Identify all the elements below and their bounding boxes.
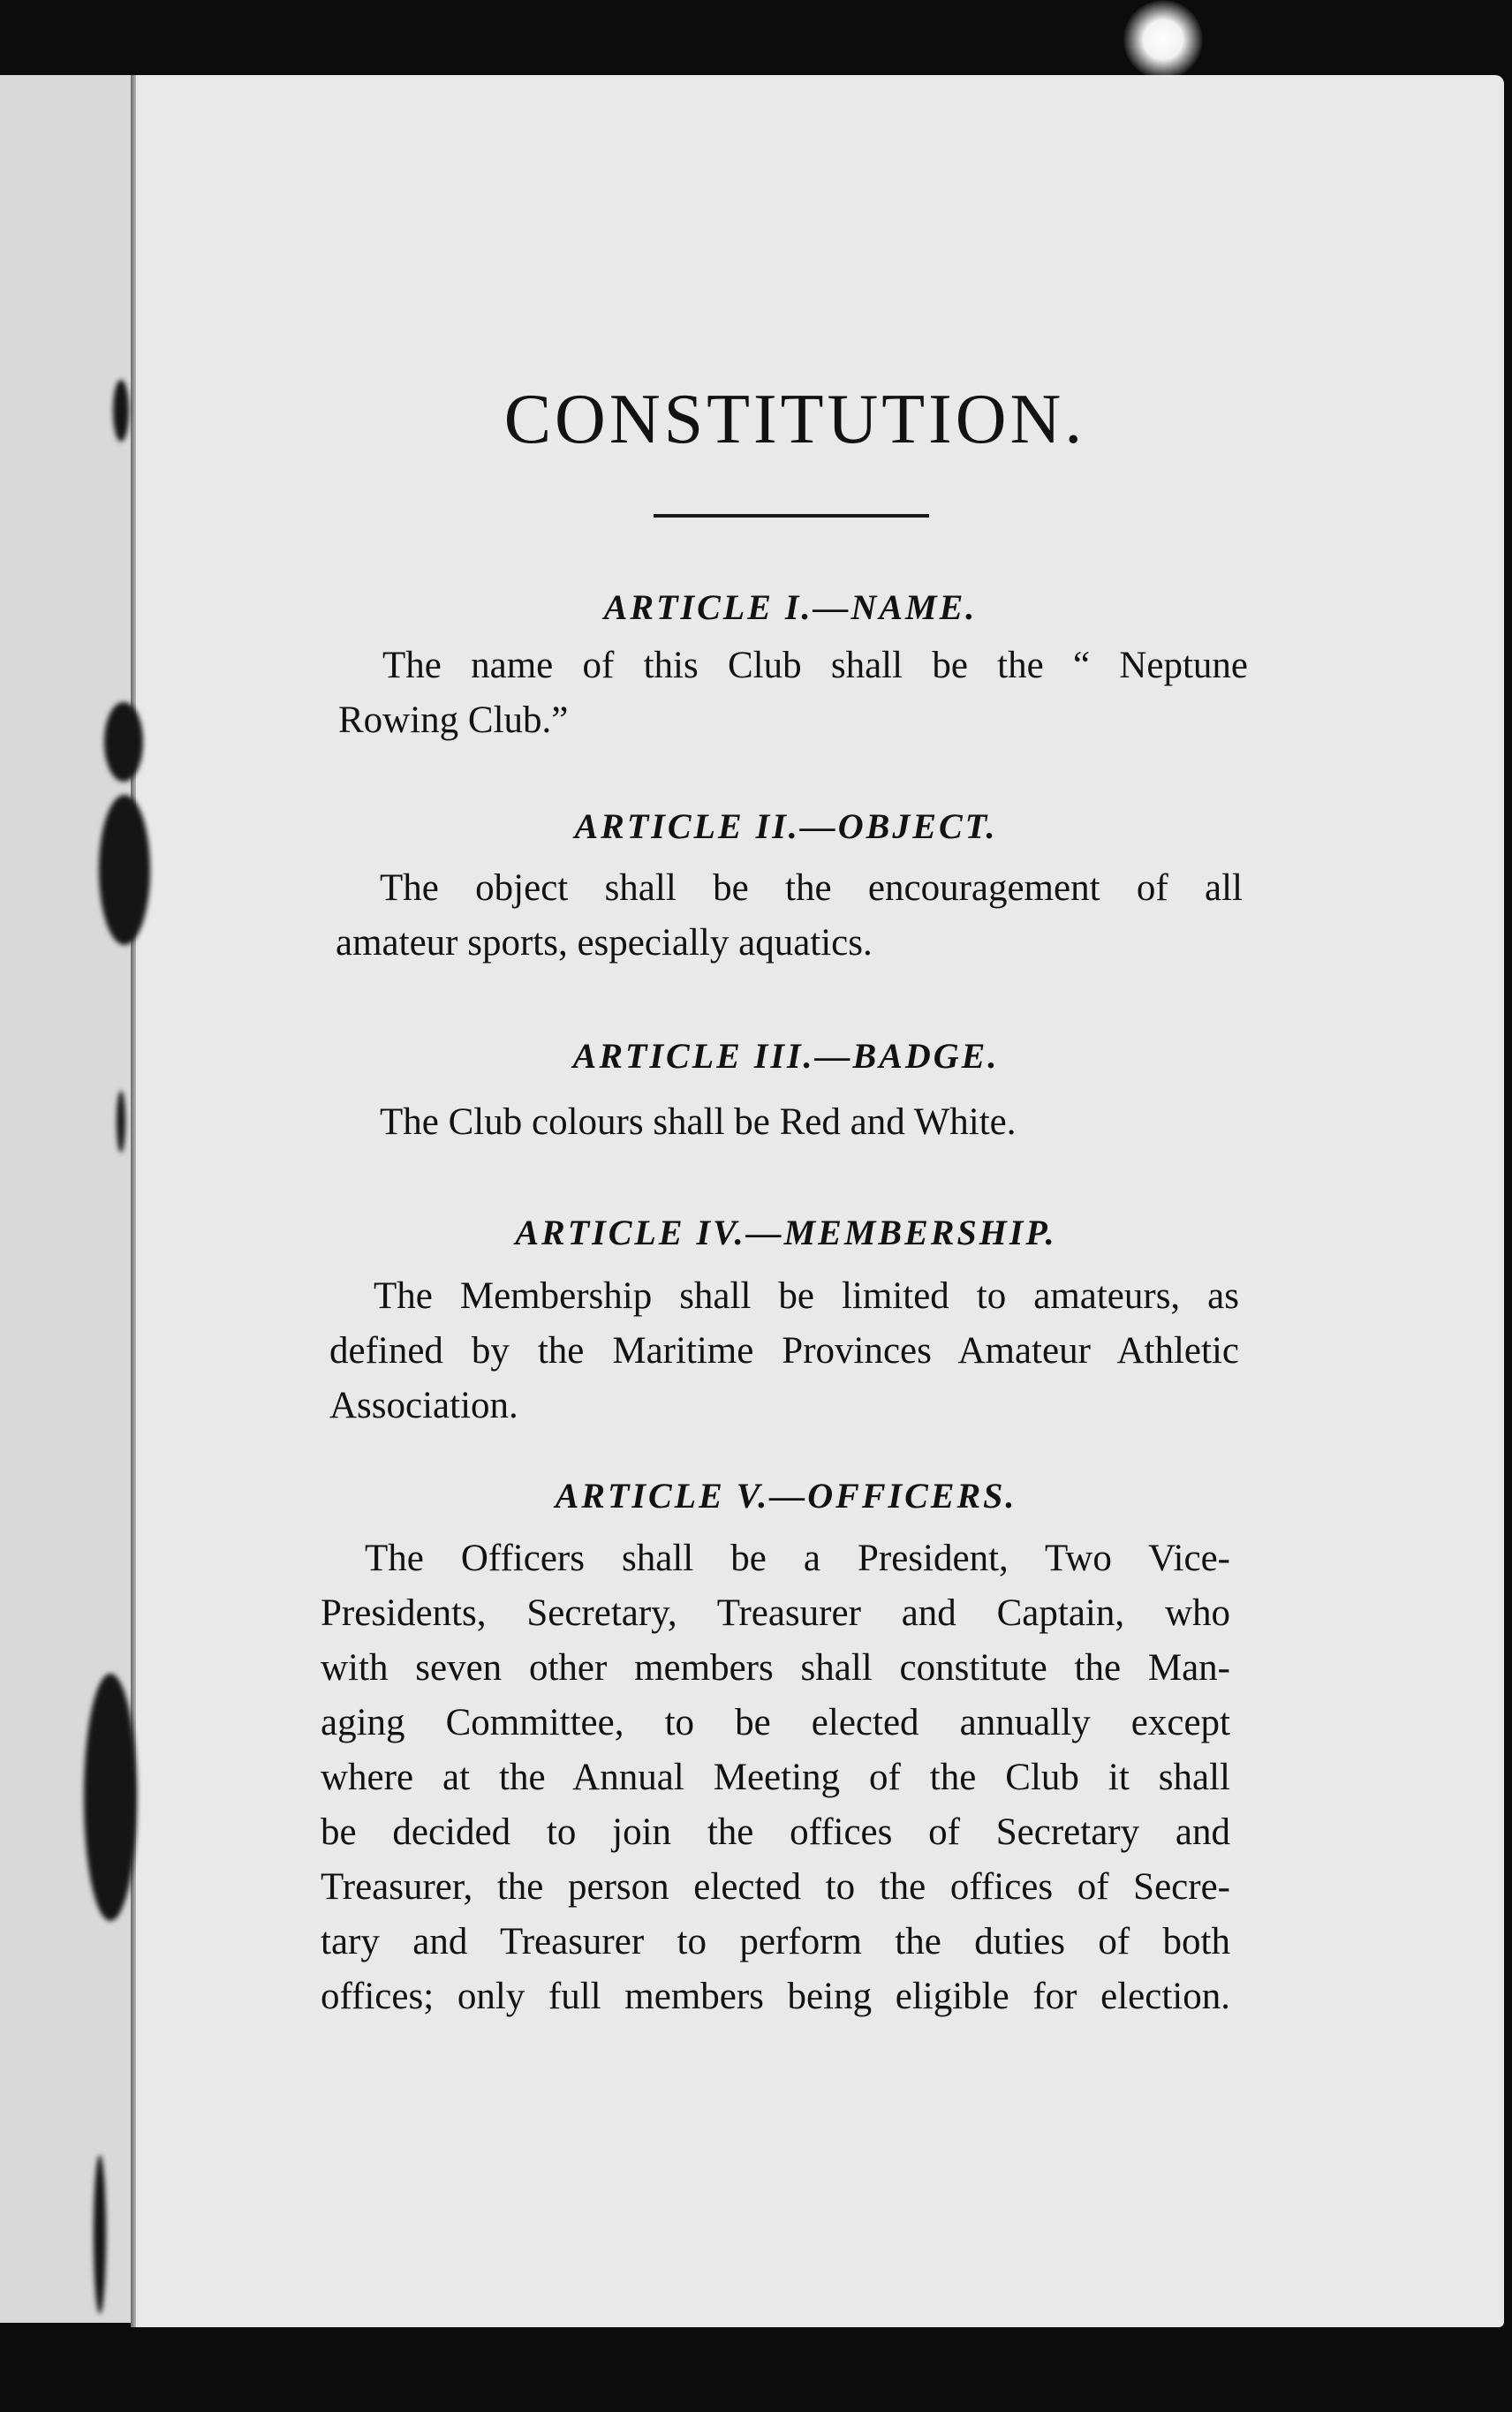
text-line: aging Committee, to be elected annually except xyxy=(321,1702,1230,1743)
text-line: with seven other members shall constitute the Man- xyxy=(321,1647,1230,1689)
text-line: The Membership shall be limited to amateurs, as xyxy=(374,1275,1239,1317)
text-line: amateur sports, especially aquatics. xyxy=(336,922,873,964)
article-5-text xyxy=(321,1531,1230,2024)
text-line: offices; only full members being eligible for election. xyxy=(321,1976,1230,2017)
article-5-heading: ARTICLE V.—OFFICERS. xyxy=(555,1476,1017,1516)
text-line: Treasurer, the person elected to the offices of Secre- xyxy=(321,1866,1230,1908)
article-2-heading: ARTICLE II.—OBJECT. xyxy=(574,806,998,846)
article-2-text xyxy=(336,861,1243,971)
text-line: Association. xyxy=(329,1385,518,1426)
text-line: be decided to join the offices of Secretary and xyxy=(321,1811,1230,1853)
text-line: tary and Treasurer to perform the duties of both xyxy=(321,1921,1230,1962)
article-1-text xyxy=(338,639,1248,748)
article-4-text xyxy=(329,1269,1239,1433)
text-line: Presidents, Secretary, Treasurer and Captain, who xyxy=(321,1592,1230,1634)
article-4-heading: ARTICLE IV.—MEMBERSHIP. xyxy=(515,1213,1057,1252)
text-line: defined by the Maritime Provinces Amateur Athletic xyxy=(329,1330,1239,1372)
article-1-heading: ARTICLE I.—NAME. xyxy=(603,587,978,627)
text-line: The Officers shall be a President, Two Vice- xyxy=(365,1538,1230,1579)
article-3-text xyxy=(334,1095,1244,1150)
title-divider xyxy=(654,514,929,518)
text-line: The Club colours shall be Red and White. xyxy=(380,1101,1017,1143)
text-line: The object shall be the encouragement of all xyxy=(380,867,1243,909)
text-line: The name of this Club shall be the “ Neptune xyxy=(382,645,1248,686)
text-line: Rowing Club.” xyxy=(338,699,569,741)
page-title: CONSTITUTION. xyxy=(503,381,1086,458)
article-3-heading: ARTICLE III.—BADGE. xyxy=(572,1036,1000,1076)
text-line: where at the Annual Meeting of the Club it shall xyxy=(321,1757,1230,1798)
